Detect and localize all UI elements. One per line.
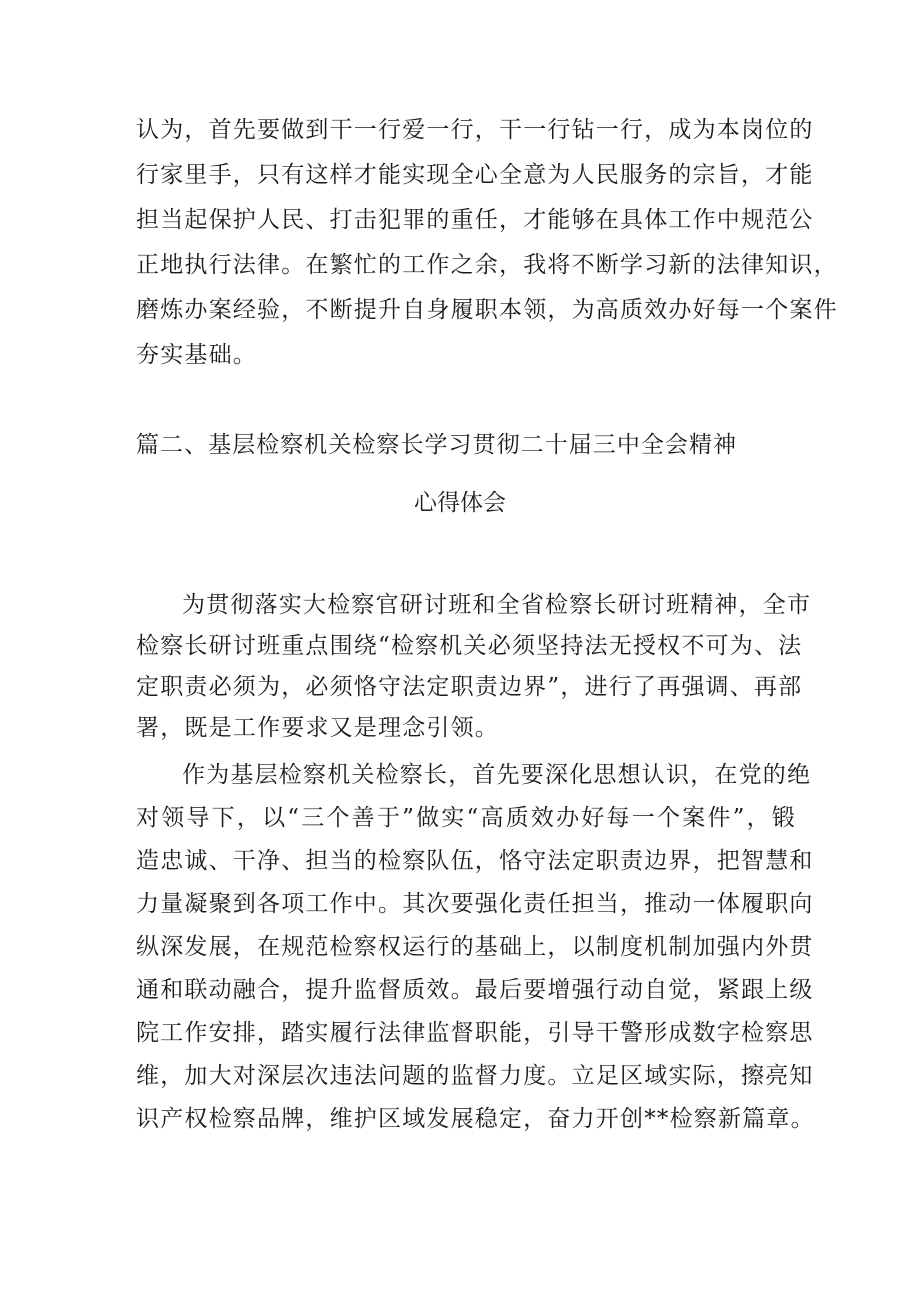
section-heading-line-2: 心得体会 [414,490,506,516]
paragraph-2-line-2: 检察长研讨班重点围绕“检察机关必须坚持法无授权不可为、法 [136,633,803,659]
paragraph-2-line-4: 署，既是工作要求又是理念引领。 [136,715,499,741]
paragraph-3-line-9: 识产权检察品牌，维护区域发展稳定，奋力开创**检察新篇章。 [136,1106,815,1132]
paragraph-3-line-1: 作为基层检察机关检察长，首先要深化思想认识，在党的绝 [182,762,812,788]
paragraph-2-line-3: 定职责必须为，必须恪守法定职责边界”，进行了再强调、再部 [136,674,803,700]
paragraph-3-line-7: 院工作安排，踏实履行法律监督职能，引导干警形成数字检察思 [136,1020,814,1046]
paragraph-1-line-6: 夯实基础。 [136,342,257,368]
paragraph-3-line-5: 纵深发展，在规范检察权运行的基础上，以制度机制加强内外贯 [136,934,814,960]
paragraph-1-line-5: 磨炼办案经验，不断提升自身履职本领，为高质效办好每一个案件 [136,297,838,323]
paragraph-3-line-2: 对领导下，以“三个善于”做实“高质效办好每一个案件”，锻 [136,805,796,831]
paragraph-3-line-6: 通和联动融合，提升监督质效。最后要增强行动自觉，紧跟上级 [136,977,814,1003]
paragraph-1-line-1: 认为，首先要做到干一行爱一行，干一行钻一行，成为本岗位的 [136,117,814,143]
paragraph-1-line-2: 行家里手，只有这样才能实现全心全意为人民服务的宗旨，才能 [136,162,814,188]
paragraph-3-line-4: 力量凝聚到各项工作中。其次要强化责任担当，推动一体履职向 [136,891,814,917]
section-heading-line-1: 篇二、基层检察机关检察长学习贯彻二十届三中全会精神 [136,432,736,458]
paragraph-2-line-1: 为贯彻落实大检察官研讨班和全省检察长研讨班精神，全市 [182,592,812,618]
paragraph-3-line-8: 维，加大对深层次违法问题的监督力度。立足区域实际，擦亮知 [136,1063,814,1089]
paragraph-3-line-3: 造忠诚、干净、担当的检察队伍，恪守法定职责边界，把智慧和 [136,848,814,874]
paragraph-1-line-4: 正地执行法律。在繁忙的工作之余，我将不断学习新的法律知识， [136,252,838,278]
paragraph-1-line-3: 担当起保护人民、打击犯罪的重任，才能够在具体工作中规范公 [136,207,814,233]
